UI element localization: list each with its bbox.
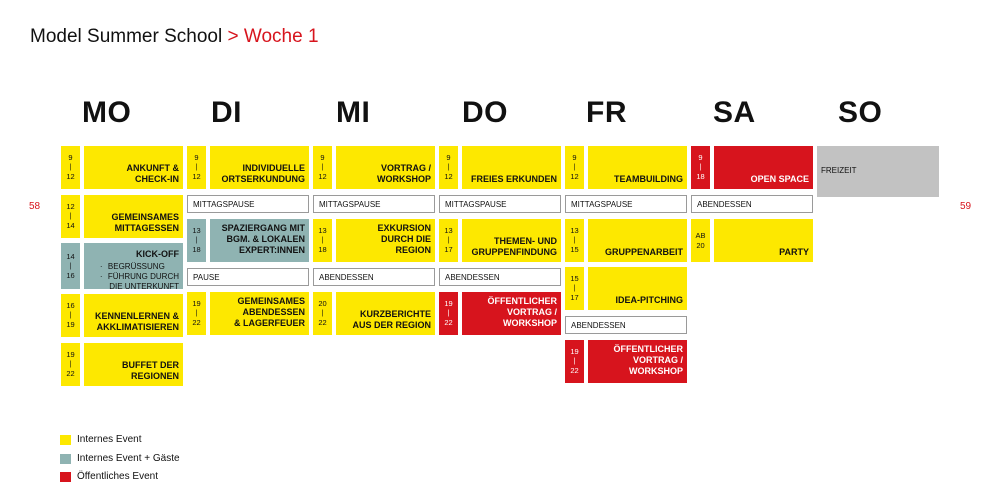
event-subitem: DIE UNTERKUNFT <box>109 282 179 291</box>
slot-di-mittagspause: MITTAGSPAUSE <box>187 195 309 213</box>
event-label: FREIES ERKUNDEN <box>462 146 561 189</box>
slot-fr-abendessen: ABENDESSEN <box>565 316 687 334</box>
event-label: OPEN SPACE <box>714 146 813 189</box>
event-subitem: · FÜHRUNG DURCH <box>100 272 179 282</box>
event-label: SPAZIERGANG MIT BGM. & LOKALEN EXPERT:INNEN <box>210 219 309 262</box>
event-label: KICK-OFF · BEGRÜSSUNG · FÜHRUNG DURCH DIE UNTERKUNFT <box>84 243 183 289</box>
event-fr-idea-pitching <box>565 267 687 310</box>
slot-sa-abendessen: ABENDESSEN <box>691 195 813 213</box>
event-mo-kickoff <box>61 243 183 289</box>
event-time: 13 | 15 <box>565 219 584 262</box>
event-time: 20 | 22 <box>313 292 332 335</box>
event-time: 13 | 18 <box>187 219 206 262</box>
event-mo-mittagessen <box>61 195 183 238</box>
title-separator: > <box>227 26 239 47</box>
event-sublist <box>100 262 179 292</box>
event-time: 9 | 12 <box>61 146 80 189</box>
event-label: GEMEINSAMES ABENDESSEN & LAGERFEUER <box>210 292 309 335</box>
event-mo-buffet <box>61 343 183 386</box>
event-time: 16 | 19 <box>61 294 80 337</box>
event-do-themenfindung <box>439 219 561 262</box>
slot-mi-mittagspause: MITTAGSPAUSE <box>313 195 435 213</box>
day-header-mo: MO <box>82 96 132 129</box>
event-time: 15 | 17 <box>565 267 584 310</box>
event-label: ÖFFENTLICHER VORTRAG / WORKSHOP <box>588 340 687 383</box>
event-mi-vortrag <box>313 146 435 189</box>
event-time: 13 | 17 <box>439 219 458 262</box>
event-label: PARTY <box>714 219 813 262</box>
event-time: 13 | 18 <box>313 219 332 262</box>
event-mi-kurzberichte <box>313 292 435 335</box>
event-time: 9 | 12 <box>313 146 332 189</box>
legend-swatch-red <box>60 472 71 482</box>
event-label: BUFFET DER REGIONEN <box>84 343 183 386</box>
event-label: TEAMBUILDING <box>588 146 687 189</box>
event-label: IDEA-PITCHING <box>588 267 687 310</box>
day-header-fr: FR <box>586 96 627 129</box>
event-time: AB 20 <box>691 219 710 262</box>
event-label: ÖFFENTLICHER VORTRAG / WORKSHOP <box>462 292 561 335</box>
legend-swatch-teal <box>60 454 71 464</box>
event-fr-gruppenarbeit <box>565 219 687 262</box>
legend-label: Internes Event + Gäste <box>77 453 180 464</box>
event-label: KURZBERICHTE AUS DER REGION <box>336 292 435 335</box>
event-mo-kennenlernen <box>61 294 183 337</box>
event-di-ortserkundung <box>187 146 309 189</box>
event-time: 9 | 18 <box>691 146 710 189</box>
legend-label: Internes Event <box>77 434 142 445</box>
slot-mi-abendessen: ABENDESSEN <box>313 268 435 286</box>
event-fr-teambuilding <box>565 146 687 189</box>
day-header-do: DO <box>462 96 508 129</box>
event-label: ANKUNFT & CHECK-IN <box>84 146 183 189</box>
event-time: 9 | 12 <box>187 146 206 189</box>
event-di-abendessen <box>187 292 309 335</box>
event-subitem: · BEGRÜSSUNG <box>100 262 179 272</box>
event-fr-oeffentlicher-vortrag <box>565 340 687 383</box>
title-week: Woche 1 <box>243 26 319 47</box>
event-label: GEMEINSAMES MITTAGESSEN <box>84 195 183 238</box>
slot-do-mittagspause: MITTAGSPAUSE <box>439 195 561 213</box>
event-mo-ankunft <box>61 146 183 189</box>
page-number-left: 58 <box>29 201 41 212</box>
event-do-erkunden <box>439 146 561 189</box>
slot-do-abendessen: ABENDESSEN <box>439 268 561 286</box>
slot-fr-mittagspause: MITTAGSPAUSE <box>565 195 687 213</box>
event-time: 19 | 22 <box>61 343 80 386</box>
event-time: 9 | 12 <box>439 146 458 189</box>
day-header-so: SO <box>838 96 883 129</box>
event-di-spaziergang <box>187 219 309 262</box>
title-main: Model Summer School <box>30 26 223 47</box>
day-header-mi: MI <box>336 96 371 129</box>
day-header-di: DI <box>211 96 242 129</box>
event-time: 14 | 16 <box>61 243 80 289</box>
event-time: 19 | 22 <box>439 292 458 335</box>
event-label: EXKURSION DURCH DIE REGION <box>336 219 435 262</box>
event-label: KENNENLERNEN & AKKLIMATISIEREN <box>84 294 183 337</box>
event-label: GRUPPENARBEIT <box>588 219 687 262</box>
event-sa-party <box>691 219 813 262</box>
event-label: INDIVIDUELLE ORTSERKUNDUNG <box>210 146 309 189</box>
event-time: 12 | 14 <box>61 195 80 238</box>
page-title <box>30 26 319 48</box>
event-time: 19 | 22 <box>187 292 206 335</box>
event-label: THEMEN- UND GRUPPENFINDUNG <box>462 219 561 262</box>
event-time: 9 | 12 <box>565 146 584 189</box>
event-sa-open-space <box>691 146 813 189</box>
page-number-right: 59 <box>960 201 972 212</box>
slot-di-pause: PAUSE <box>187 268 309 286</box>
event-so-freizeit: FREIZEIT <box>817 146 939 197</box>
event-mi-exkursion <box>313 219 435 262</box>
day-header-sa: SA <box>713 96 756 129</box>
legend-swatch-yellow <box>60 435 71 445</box>
legend-label: Öffentliches Event <box>77 471 158 482</box>
event-time: 19 | 22 <box>565 340 584 383</box>
event-do-oeffentlicher-vortrag <box>439 292 561 335</box>
event-label: VORTRAG / WORKSHOP <box>336 146 435 189</box>
